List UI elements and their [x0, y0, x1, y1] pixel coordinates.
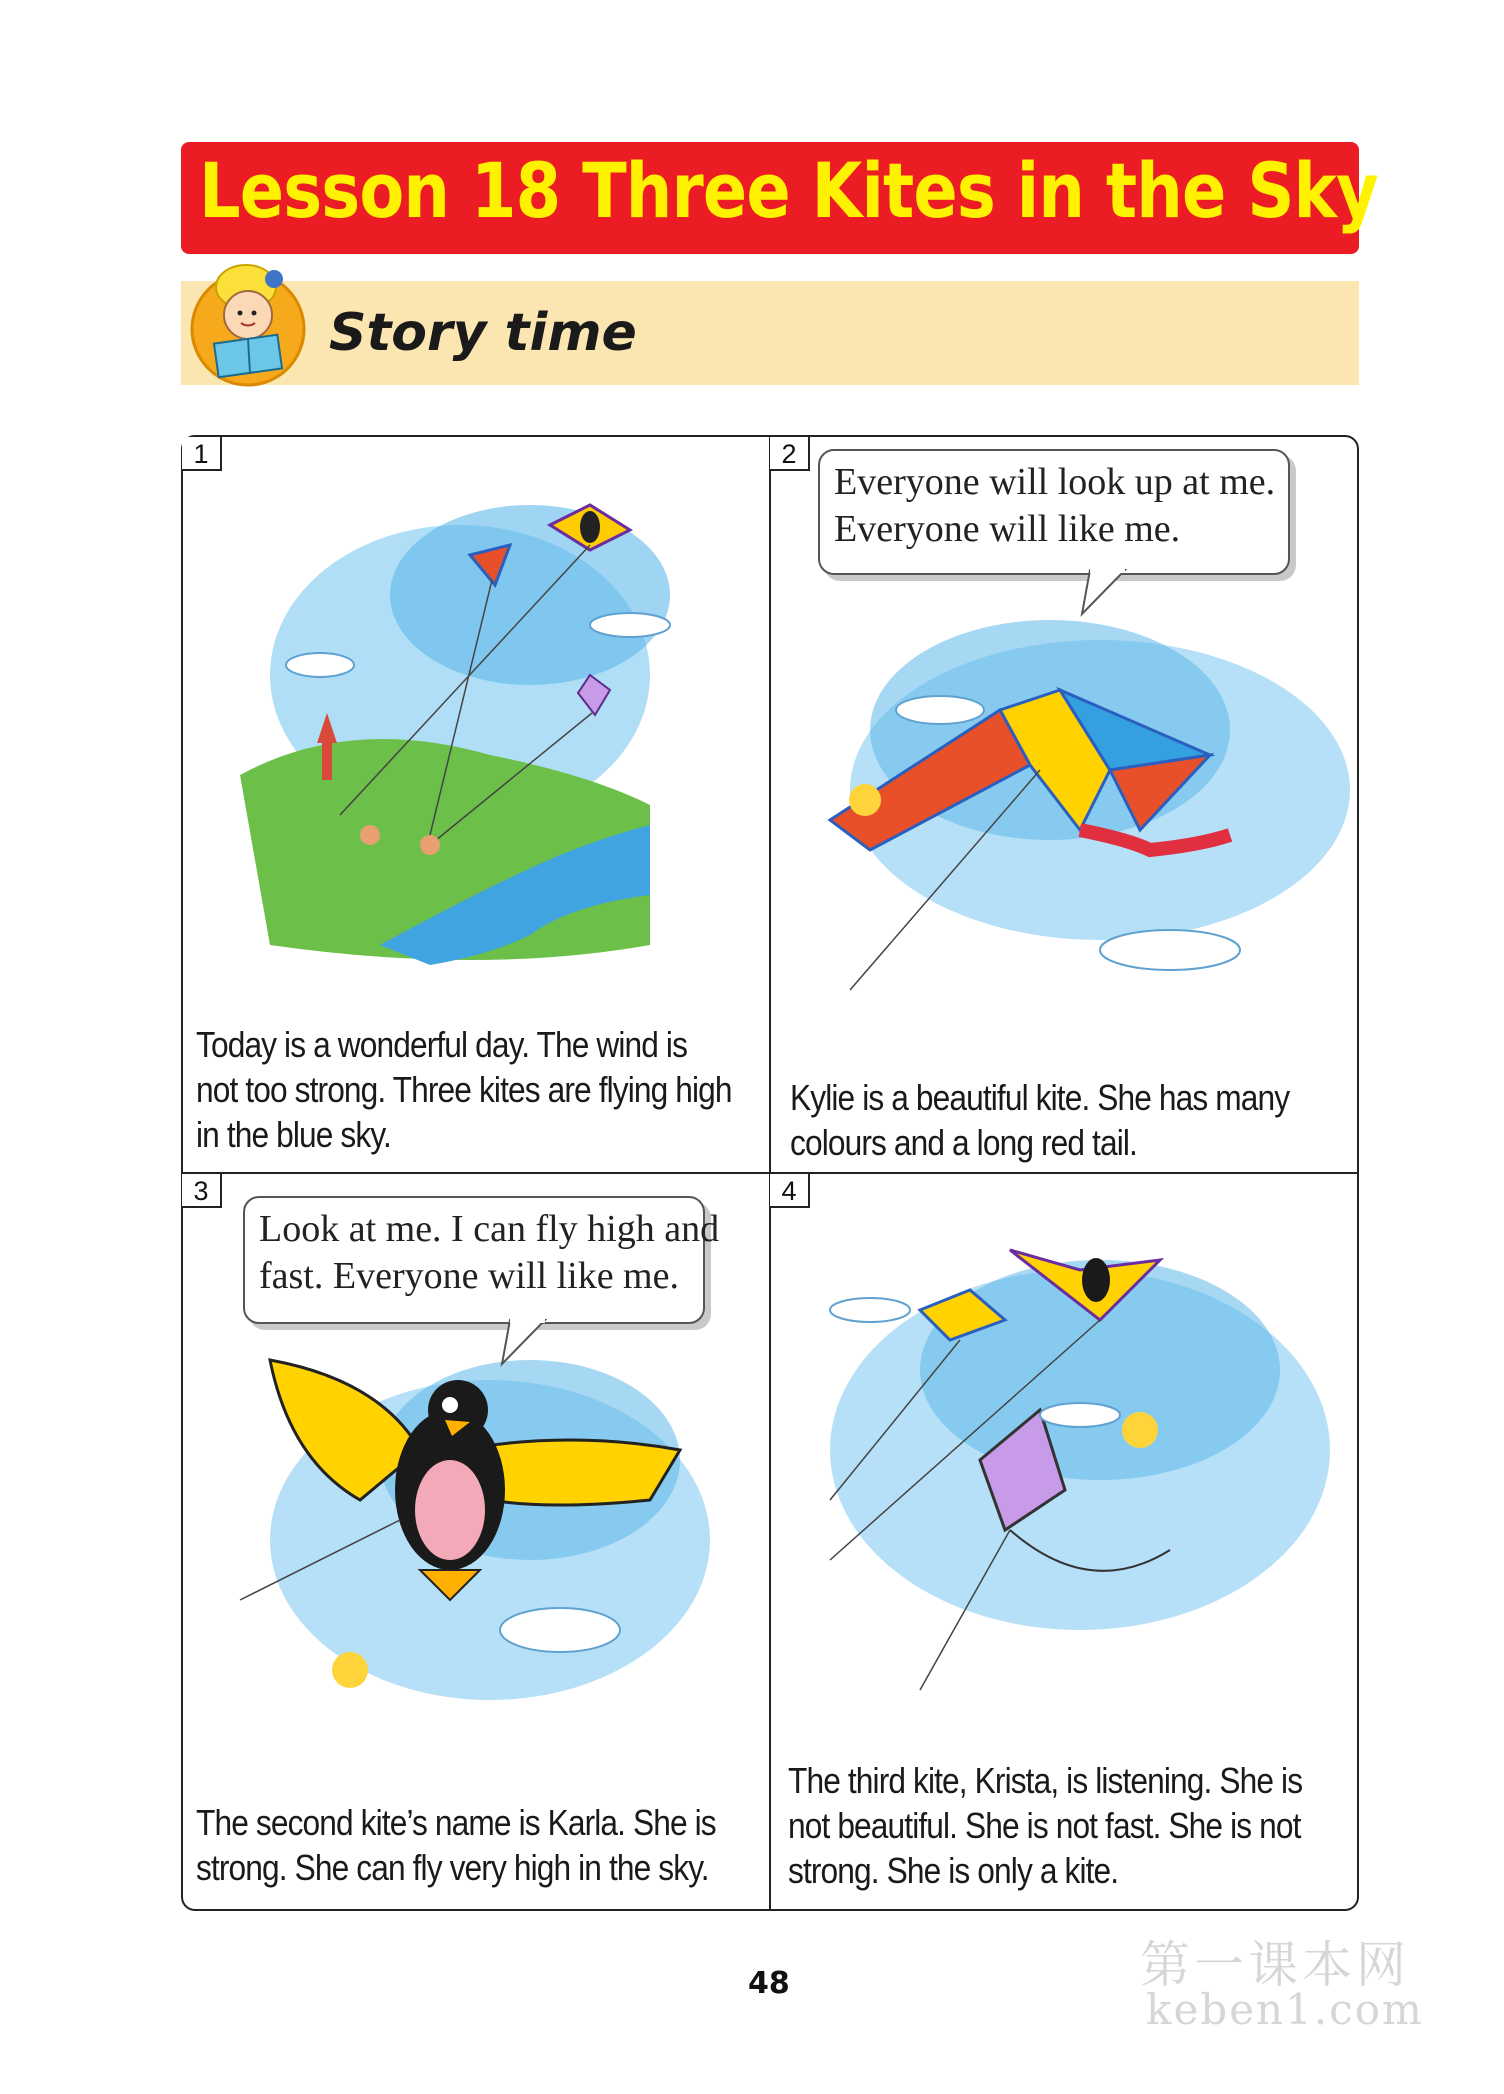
bubble-line: fast. Everyone will like me. [259, 1255, 679, 1297]
caption-line: colours and a long red tail. [790, 1122, 1137, 1163]
panel-4-caption [788, 1758, 1302, 1893]
panel-1-illustration [230, 475, 710, 975]
panel-number-4: 4 [770, 1174, 810, 1208]
caption-line: The third kite, Krista, is listening. She is [788, 1760, 1303, 1801]
caption-line: Kylie is a beautiful kite. She has many [790, 1077, 1290, 1118]
panel-2-illustration [810, 590, 1350, 1010]
page-number: 48 [748, 1966, 790, 2001]
panel-number-1: 1 [182, 437, 222, 471]
speech-bubble-panel-3 [243, 1196, 720, 1324]
caption-line: in the blue sky. [196, 1114, 391, 1155]
watermark-url: keben1.com [1146, 1985, 1424, 2034]
panel-number-3: 3 [182, 1174, 222, 1208]
panel-2-caption [790, 1075, 1289, 1165]
section-title: Story time [329, 303, 637, 363]
lesson-title: Lesson 18 Three Kites in the Sky [199, 146, 1378, 235]
caption-line: The second kite’s name is Karla. She is [196, 1802, 716, 1843]
speech-bubble-tail [500, 1318, 560, 1368]
panel-3-caption [196, 1800, 716, 1890]
section-header-bar [181, 281, 1359, 385]
caption-line: not too strong. Three kites are flying high [196, 1069, 732, 1110]
caption-line: strong. She can fly very high in the sky. [196, 1847, 709, 1888]
caption-line: not beautiful. She is not fast. She is not [788, 1805, 1301, 1846]
bubble-line: Look at me. I can fly high and [259, 1208, 720, 1250]
bubble-line: Everyone will like me. [834, 508, 1181, 550]
panel-3-illustration [230, 1340, 710, 1740]
watermark-chinese: 第一课本网 [1140, 1936, 1410, 1994]
speech-bubble-panel-2 [818, 449, 1290, 575]
lesson-title-bar [181, 142, 1378, 254]
bubble-line: Everyone will look up at me. [834, 461, 1276, 503]
panel-1-caption [196, 1022, 732, 1157]
caption-line: Today is a wonderful day. The wind is [196, 1024, 688, 1065]
speech-bubble-tail [1080, 568, 1140, 618]
panel-number-2: 2 [770, 437, 810, 471]
girl-reading-icon [188, 257, 310, 389]
watermark [1140, 1925, 1424, 2035]
panel-4-illustration [810, 1230, 1350, 1700]
caption-line: strong. She is only a kite. [788, 1850, 1119, 1891]
